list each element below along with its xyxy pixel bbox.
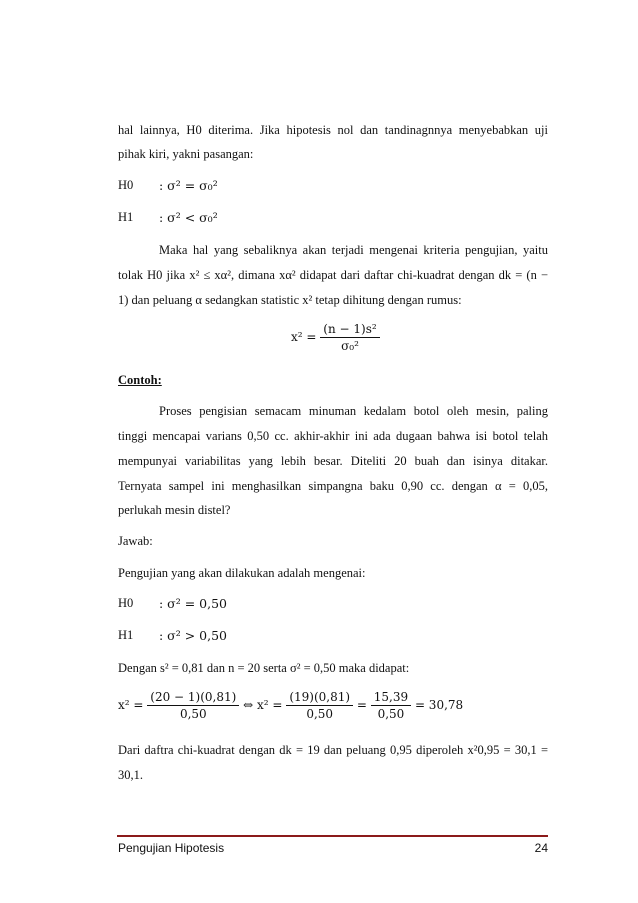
formula-denominator: σ₀² bbox=[341, 339, 359, 353]
hypothesis-h0-equation: : σ² = σ₀² bbox=[159, 178, 218, 193]
paragraph-1-line-2: pihak kiri, yakni pasangan: bbox=[118, 147, 254, 161]
footer-title: Pengujian Hipotesis bbox=[118, 841, 225, 855]
hypothesis-h0-label: H0 bbox=[118, 178, 134, 192]
fraction-3-denominator: 0,50 bbox=[377, 707, 405, 721]
answer-given-values: Dengan s² = 0,81 dan n = 20 serta σ² = 0,50 maka didapat: bbox=[118, 661, 410, 675]
computation-result: = 30,78 bbox=[414, 698, 464, 712]
computation-equivalence: ⇔ x² = bbox=[243, 698, 283, 712]
computation-fraction-3 bbox=[371, 690, 411, 721]
page-number: 24 bbox=[534, 841, 548, 855]
fraction-1-numerator: (20 − 1)(0,81) bbox=[147, 690, 239, 706]
paragraph-2-line-3: 1) dan peluang α sedangkan statistic x² tetap dihitung dengan rumus: bbox=[118, 293, 462, 307]
formula-numerator: (n − 1)s² bbox=[320, 322, 379, 338]
formula-chi-square bbox=[291, 322, 380, 353]
computation-lhs: x² = bbox=[118, 698, 144, 712]
conclusion-line-1: Dari daftra chi-kuadrat dengan dk = 19 dan peluang 0,95 diperoleh x²0,95 = 30,1 = bbox=[118, 743, 548, 757]
formula-lhs: x² = bbox=[291, 330, 317, 344]
answer-h0-equation: : σ² = 0,50 bbox=[159, 596, 227, 611]
formula-computation bbox=[118, 690, 463, 721]
paragraph-2-line-2: tolak H0 jika x² ≤ xα², dimana xα² didapat dari daftar chi-kuadrat dengan dk = (n − bbox=[118, 268, 548, 282]
answer-intro: Pengujian yang akan dilakukan adalah mengenai: bbox=[118, 566, 366, 580]
example-line-2: tinggi mencapai varians 0,50 cc. akhir-akhir ini ada dugaan bahwa isi botol telah bbox=[118, 429, 548, 443]
fraction-2-denominator: 0,50 bbox=[306, 707, 334, 721]
example-line-1: Proses pengisian semacam minuman kedalam botol oleh mesin, paling bbox=[159, 404, 548, 418]
fraction-3-numerator: 15,39 bbox=[371, 690, 411, 706]
hypothesis-h1-equation: : σ² < σ₀² bbox=[159, 210, 218, 225]
answer-h1-equation: : σ² > 0,50 bbox=[159, 628, 227, 643]
example-line-5: perlukah mesin distel? bbox=[118, 503, 231, 517]
paragraph-1-line-1: hal lainnya, H0 diterima. Jika hipotesis nol dan tandinagnnya menyebabkan uji bbox=[118, 123, 548, 137]
formula-fraction bbox=[320, 322, 379, 353]
example-heading: Contoh: bbox=[118, 373, 162, 387]
computation-fraction-1 bbox=[147, 690, 239, 721]
answer-h0-label: H0 bbox=[118, 596, 134, 610]
conclusion-line-2: 30,1. bbox=[118, 768, 143, 782]
hypothesis-h1-label: H1 bbox=[118, 210, 134, 224]
example-line-3: mempunyai variabilitas yang lebih besar. Diteliti 20 buah dan isinya ditakar. bbox=[118, 454, 548, 468]
example-line-4: Ternyata sampel ini menghasilkan simpangna baku 0,90 cc. dengan α = 0,05, bbox=[118, 479, 548, 493]
footer-rule bbox=[117, 835, 548, 837]
answer-h1-label: H1 bbox=[118, 628, 134, 642]
paragraph-2-line-1: Maka hal yang sebaliknya akan terjadi mengenai kriteria pengujian, yaitu bbox=[159, 243, 548, 257]
fraction-1-denominator: 0,50 bbox=[179, 707, 207, 721]
answer-label: Jawab: bbox=[118, 534, 153, 548]
fraction-2-numerator: (19)(0,81) bbox=[286, 690, 353, 706]
computation-equals: = bbox=[356, 698, 367, 712]
computation-fraction-2 bbox=[286, 690, 353, 721]
